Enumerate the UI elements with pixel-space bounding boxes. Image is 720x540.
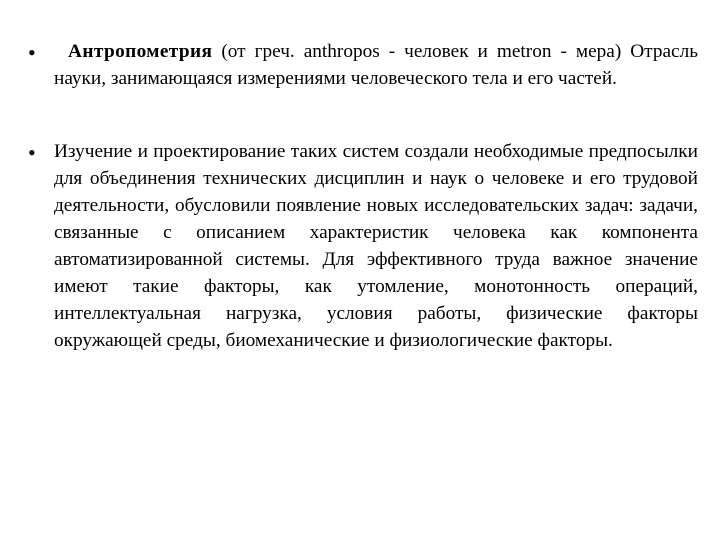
definition-paragraph — [54, 38, 698, 92]
bullet-icon: • — [28, 140, 36, 165]
term-anthropometry: Антропометрия — [68, 41, 213, 62]
definition-text: (от греч. anthropos - человек и metron - мера) Отрасль науки, занимающаяся измерениями человеческого тела и его частей. — [54, 41, 698, 89]
bullet-icon: • — [28, 40, 36, 65]
bullet-item-anthropometry — [28, 38, 698, 92]
bullet-item-study — [28, 138, 698, 354]
study-paragraph: Изучение и проектирование таких систем создали необходимые предпосылки для объединения технических дисциплин и наук о человеке и его трудовой деятельности, обусловили появление новых исследовательских задач: задачи, связанные с описанием характеристик человека как компонента автоматизированной системы. Для эффективного труда важное значение имеют такие факторы, как утомление, монотонность операций, интеллектуальная нагрузка, условия работы, физические факторы окружающей среды, биомеханические и физиологические факторы. — [54, 141, 698, 351]
